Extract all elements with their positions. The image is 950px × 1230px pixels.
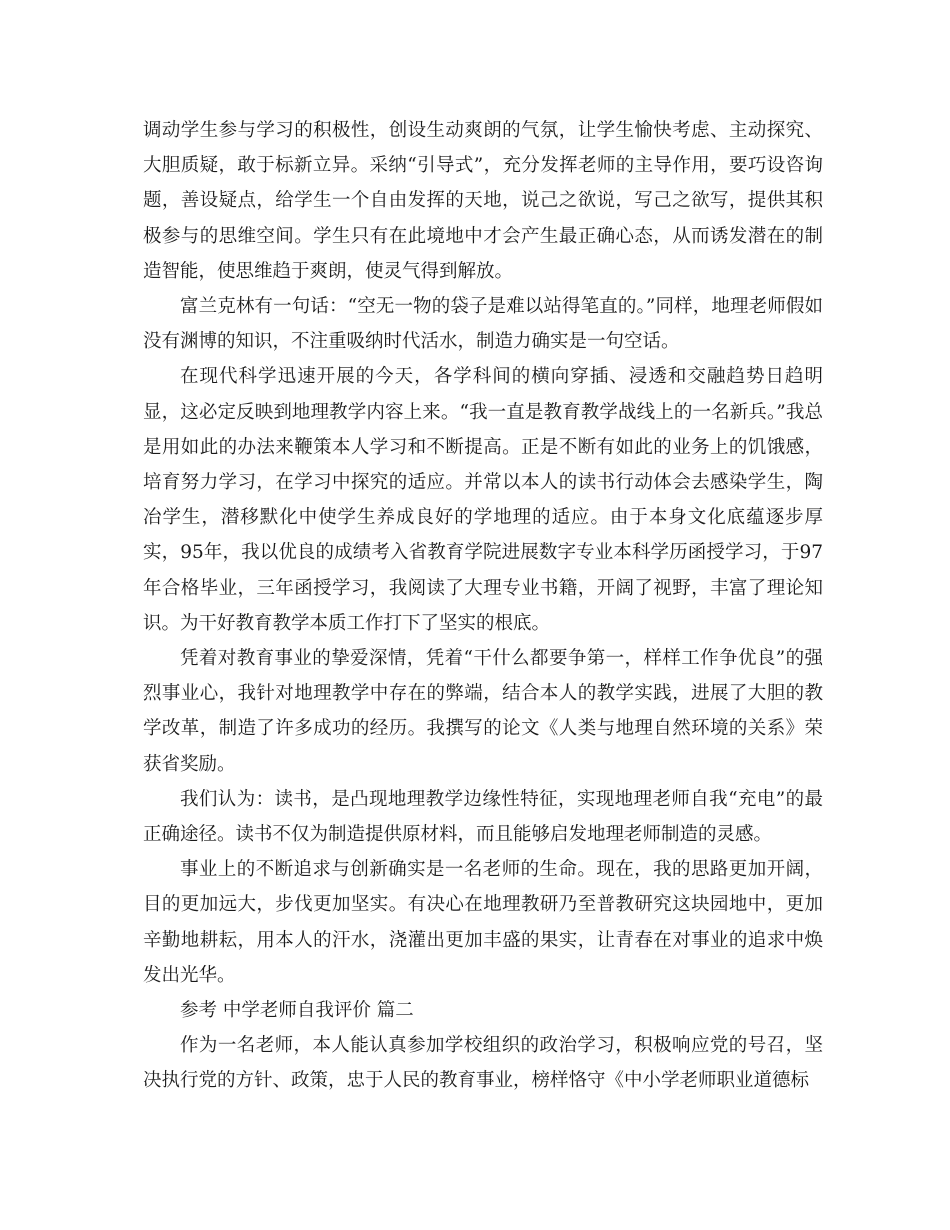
paragraph-6: 事业上的不断追求与创新确实是一名老师的生命。现在，我的思路更加开阔，目的更加远大，步伐更加坚实。有决心在地理教研乃至普教研究这块园地中，更加辛勤地耕耘，用本人的汗水，浇灌出更加丰盛的果实，让青春在对事业的追求中焕发出光华。 (143, 859, 823, 986)
document-body (143, 113, 823, 1099)
paragraph-5: 我们认为：读书，是凸现地理教学边缘性特征，实现地理老师自我“充电”的最正确途径。读书不仅为制造提供原材料，而且能够启发地理老师制造的灵感。 (143, 788, 823, 846)
section-heading: 参考 中学老师自我评价 篇二 (180, 1000, 414, 1022)
paragraph-1: 调动学生参与学习的积极性，创设生动爽朗的气氛，让学生愉快考虑、主动探究、大胆质疑，敢于标新立异。采纳“引导式”，充分发挥老师的主导作用，要巧设咨询题，善设疑点，给学生一个自由发挥的天地，说己之欲说，写己之欲写，提供其积极参与的思维空间。学生只有在此境地中才会产生最正确心态，从而诱发潜在的制造智能，使思维趋于爽朗，使灵气得到解放。 (143, 120, 823, 282)
paragraph-7: 作为一名老师，本人能认真参加学校组织的政治学习，积极响应党的号召，坚决执行党的方针、政策，忠于人民的教育事业，榜样恪守《中小学老师职业道德标 (143, 1035, 823, 1092)
paragraph-3: 在现代科学迅速开展的今天，各学科间的横向穿插、浸透和交融趋势日趋明显，这必定反映到地理教学内容上来。“我一直是教育教学战线上的一名新兵。”我总是用如此的办法来鞭策本人学习和不断提高。正是不断有如此的业务上的饥饿感，培育努力学习，在学习中探究的适应。并常以本人的读书行动体会去感染学生，陶冶学生，潜移默化中使学生养成良好的学地理的适应。由于本身文化底蕴逐步厚实，95年，我以优良的成绩考入省教育学院进展数字专业本科学历函授学习，于97年合格毕业，三年函授学习，我阅读了大理专业书籍，开阔了视野，丰富了理论知识。为干好教育教学本质工作打下了坚实的根底。 (143, 366, 823, 634)
paragraph-4: 凭着对教育事业的挚爱深情，凭着“干什么都要争第一，样样工作争优良”的强烈事业心，我针对地理教学中存在的弊端，结合本人的教学实践，进展了大胆的教学改革，制造了许多成功的经历。我撰写的论文《人类与地理自然环境的关系》荣获省奖励。 (143, 648, 823, 775)
paragraph-2: 富兰克林有一句话：“空无一物的袋子是难以站得笔直的。”同样，地理老师假如没有渊博的知识，不注重吸纳时代活水，制造力确实是一句空话。 (143, 296, 823, 353)
